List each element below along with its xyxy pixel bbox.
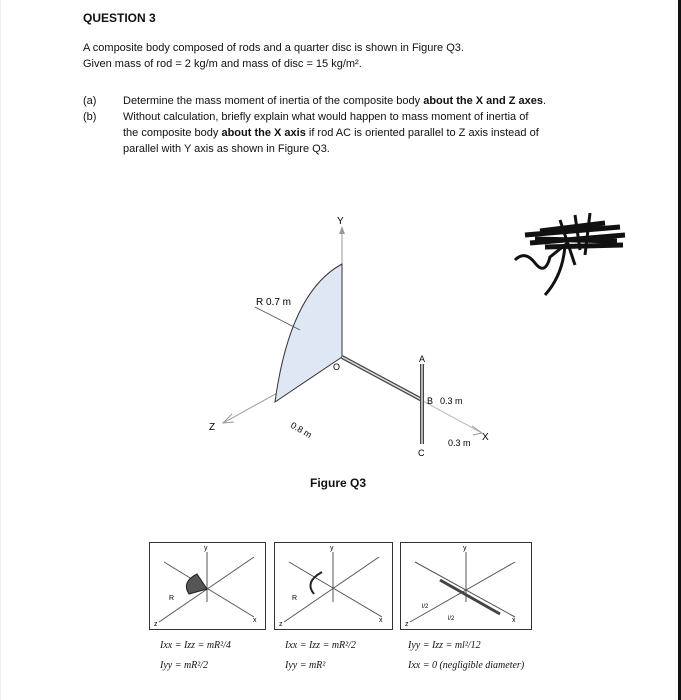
origin-label: O bbox=[333, 362, 341, 372]
z-axis-arrow bbox=[223, 414, 234, 423]
ref-box-quarter-ring bbox=[274, 542, 393, 630]
part-b-text: Without calculation, briefly explain what would happen to mass moment of inertia of the composite body about the X axis if rod AC is oriented parallel to Z axis instead of parallel with Y axis as shown in Figure Q3. bbox=[123, 111, 539, 155]
point-c-label: C bbox=[418, 448, 425, 458]
seg-bc-label: 0.3 m bbox=[448, 438, 471, 448]
figure-q3 bbox=[190, 212, 530, 472]
svg-text:x: x bbox=[512, 617, 516, 624]
page-edge-left bbox=[0, 0, 1, 700]
rod-length-label: 0.8 m bbox=[289, 420, 314, 440]
svg-text:x: x bbox=[379, 617, 383, 624]
svg-text:x: x bbox=[253, 617, 257, 624]
quarter-disc bbox=[275, 264, 342, 402]
x-axis-label: X bbox=[482, 432, 489, 443]
part-a bbox=[83, 93, 603, 109]
radius-label: R 0.7 m bbox=[256, 297, 292, 308]
svg-text:R: R bbox=[292, 595, 298, 602]
svg-text:R: R bbox=[169, 595, 175, 602]
radius-leader bbox=[255, 307, 300, 330]
part-b bbox=[83, 109, 603, 159]
ref-eqs-quarter-disc: Ixx = Izz = mR²/4 Iyy = mR²/2 bbox=[160, 640, 231, 671]
svg-text:y: y bbox=[330, 545, 334, 552]
part-a-text: Determine the mass moment of inertia of the composite body about the X and Z axes. bbox=[123, 95, 547, 107]
svg-text:l/2: l/2 bbox=[422, 604, 429, 610]
svg-text:y: y bbox=[204, 545, 208, 552]
y-axis-arrow bbox=[339, 226, 345, 234]
intro-line-1: A composite body composed of rods and a quarter disc is shown in Figure Q3. bbox=[83, 42, 464, 54]
ref-eqs-quarter-ring: Ixx = Izz = mR²/2 Iyy = mR² bbox=[285, 640, 356, 671]
part-b-label: (b) bbox=[83, 111, 97, 123]
part-a-label: (a) bbox=[83, 95, 97, 107]
ref-box-slender-rod bbox=[400, 542, 532, 630]
svg-text:z: z bbox=[279, 621, 283, 628]
svg-text:z: z bbox=[154, 621, 158, 628]
z-axis-label: Z bbox=[209, 422, 216, 433]
ref-eqs-slender-rod: Iyy = Izz = ml²/12 Ixx = 0 (negligible diameter) bbox=[408, 640, 525, 671]
question-intro bbox=[83, 40, 464, 72]
y-axis-label: Y bbox=[337, 216, 344, 227]
seg-ab-label: 0.3 m bbox=[440, 396, 463, 406]
svg-text:z: z bbox=[405, 621, 409, 628]
svg-text:y: y bbox=[463, 545, 467, 552]
point-b-label: B bbox=[427, 396, 434, 406]
point-a-label: A bbox=[419, 354, 426, 364]
svg-text:l/2: l/2 bbox=[448, 616, 455, 622]
intro-line-2: Given mass of rod = 2 kg/m and mass of disc = 15 kg/m². bbox=[83, 58, 362, 70]
question-heading: QUESTION 3 bbox=[83, 11, 156, 25]
figure-caption: Figure Q3 bbox=[310, 476, 367, 490]
ref-box-quarter-disc bbox=[149, 542, 266, 630]
